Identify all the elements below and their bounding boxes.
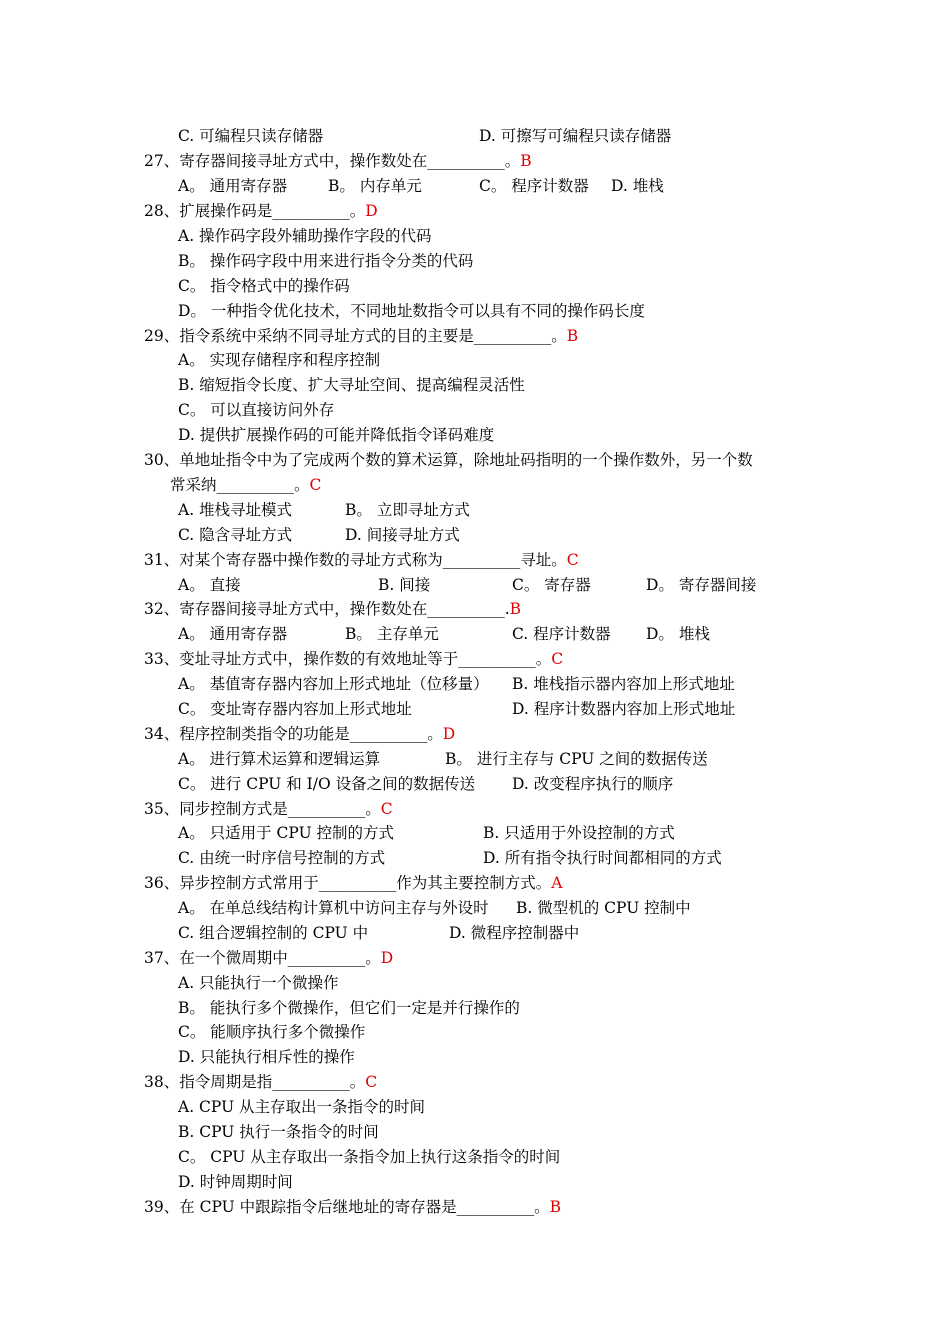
option-d: D。 一种指令优化技术，不同地址数指令可以具有不同的操作码长度 — [178, 302, 645, 320]
option-c: C. 由统一时序信号控制的方式 — [178, 849, 386, 867]
option-a: A。 通用寄存器 — [178, 177, 288, 195]
option-b: B. 间接 — [378, 576, 431, 594]
option-c: C。 指令格式中的操作码 — [178, 277, 350, 295]
answer-key: B — [549, 1198, 562, 1216]
option-a: A. 只能执行一个微操作 — [178, 974, 339, 992]
question-27: 27、寄存器间接寻址方式中，操作数处在__________。B — [144, 152, 532, 170]
option-b: B. CPU 执行一条指令的时间 — [178, 1123, 379, 1141]
answer-key: C — [309, 476, 322, 494]
option-b: B。 能执行多个微操作，但它们一定是并行操作的 — [178, 999, 520, 1017]
answer-key: C — [551, 650, 564, 668]
answer-key: D — [442, 725, 456, 743]
option-c: C. 程序计数器 — [512, 625, 611, 643]
question-35: 35、同步控制方式是__________。C — [144, 800, 393, 818]
option-b: B. 堆栈指示器内容加上形式地址 — [512, 675, 735, 693]
answer-key: C — [365, 1073, 378, 1091]
option-c: C。 变址寄存器内容加上形式地址 — [178, 700, 412, 718]
option-d: D. 堆栈 — [611, 177, 664, 195]
option-b: B. 只适用于外设控制的方式 — [483, 824, 675, 842]
option-b: B。 内存单元 — [328, 177, 422, 195]
question-33: 33、变址寻址方式中，操作数的有效地址等于__________。C — [144, 650, 564, 668]
question-30: 30、单地址指令中为了完成两个数的算术运算，除地址码指明的一个操作数外，另一个数 — [144, 451, 753, 469]
answer-key: A — [551, 874, 563, 892]
option-a: A。 在单总线结构计算机中访问主存与外设时 — [178, 899, 489, 917]
question-34: 34、程序控制类指令的功能是__________。D — [144, 725, 456, 743]
option-a: A。 基值寄存器内容加上形式地址（位移量） — [178, 675, 489, 693]
option-b: B. 缩短指令长度、扩大寻址空间、提高编程灵活性 — [178, 376, 525, 394]
option-c: C. 隐含寻址方式 — [178, 526, 293, 544]
option-a: A。 通用寄存器 — [178, 625, 288, 643]
option-c: C。 可以直接访问外存 — [178, 401, 335, 419]
option-b: B。 立即寻址方式 — [345, 501, 470, 519]
answer-key: D — [380, 949, 394, 967]
option-a: A。 直接 — [178, 576, 241, 594]
option-c: C。 CPU 从主存取出一条指令加上执行这条指令的时间 — [178, 1148, 561, 1166]
answer-key: D — [365, 202, 378, 220]
answer-key: C — [380, 800, 393, 818]
question-28: 28、扩展操作码是__________。D — [144, 202, 378, 220]
option-d: D. 程序计数器内容加上形式地址 — [512, 700, 736, 718]
answer-key: B — [509, 600, 522, 618]
option-c: C。 寄存器 — [512, 576, 591, 594]
option-c: C. 组合逻辑控制的 CPU 中 — [178, 924, 369, 942]
answer-key: B — [566, 327, 579, 345]
option-d: D. 只能执行相斥性的操作 — [178, 1048, 355, 1066]
option-d: D. 可擦写可编程只读存储器 — [479, 127, 672, 145]
option-b: B。 进行主存与 CPU 之间的数据传送 — [445, 750, 708, 768]
option-c: C。 能顺序执行多个微操作 — [178, 1023, 366, 1041]
option-b: B. 微型机的 CPU 控制中 — [516, 899, 691, 917]
answer-key: B — [520, 152, 532, 170]
question-36: 36、异步控制方式常用于__________作为其主要控制方式。A — [144, 874, 563, 892]
option-c: C。 程序计数器 — [479, 177, 589, 195]
option-a: A。 进行算术运算和逻辑运算 — [178, 750, 381, 768]
question-32: 32、寄存器间接寻址方式中，操作数处在__________.B — [144, 600, 522, 618]
option-c: C. 可编程只读存储器 — [178, 127, 324, 145]
question-38: 38、指令周期是指__________。C — [144, 1073, 378, 1091]
option-d: D. 时钟周期时间 — [178, 1173, 293, 1191]
option-d: D。 寄存器间接 — [646, 576, 757, 594]
option-d: D. 微程序控制器中 — [449, 924, 580, 942]
option-a: A. CPU 从主存取出一条指令的时间 — [178, 1098, 426, 1116]
question-30-continued: 常采纳__________。C — [170, 476, 322, 494]
question-37: 37、在一个微周期中__________。D — [144, 949, 394, 967]
question-39: 39、在 CPU 中跟踪指令后继地址的寄存器是__________。B — [144, 1198, 562, 1216]
option-b: B。 主存单元 — [345, 625, 439, 643]
option-d: D. 改变程序执行的顺序 — [512, 775, 674, 793]
question-31: 31、对某个寄存器中操作数的寻址方式称为__________寻址。C — [144, 551, 579, 569]
option-c: C。 进行 CPU 和 I/O 设备之间的数据传送 — [178, 775, 476, 793]
option-a: A. 操作码字段外辅助操作字段的代码 — [178, 227, 432, 245]
option-d: D. 所有指令执行时间都相同的方式 — [483, 849, 722, 867]
option-a: A. 堆栈寻址模式 — [178, 501, 293, 519]
option-a: A。 实现存储程序和程序控制 — [178, 351, 381, 369]
answer-key: C — [566, 551, 579, 569]
option-a: A。 只适用于 CPU 控制的方式 — [178, 824, 395, 842]
option-d: D. 间接寻址方式 — [345, 526, 460, 544]
option-d: D. 提供扩展操作码的可能并降低指令译码难度 — [178, 426, 495, 444]
option-b: B。 操作码字段中用来进行指令分类的代码 — [178, 252, 474, 270]
option-d: D。 堆栈 — [646, 625, 710, 643]
question-29: 29、指令系统中采纳不同寻址方式的目的主要是__________。B — [144, 327, 579, 345]
